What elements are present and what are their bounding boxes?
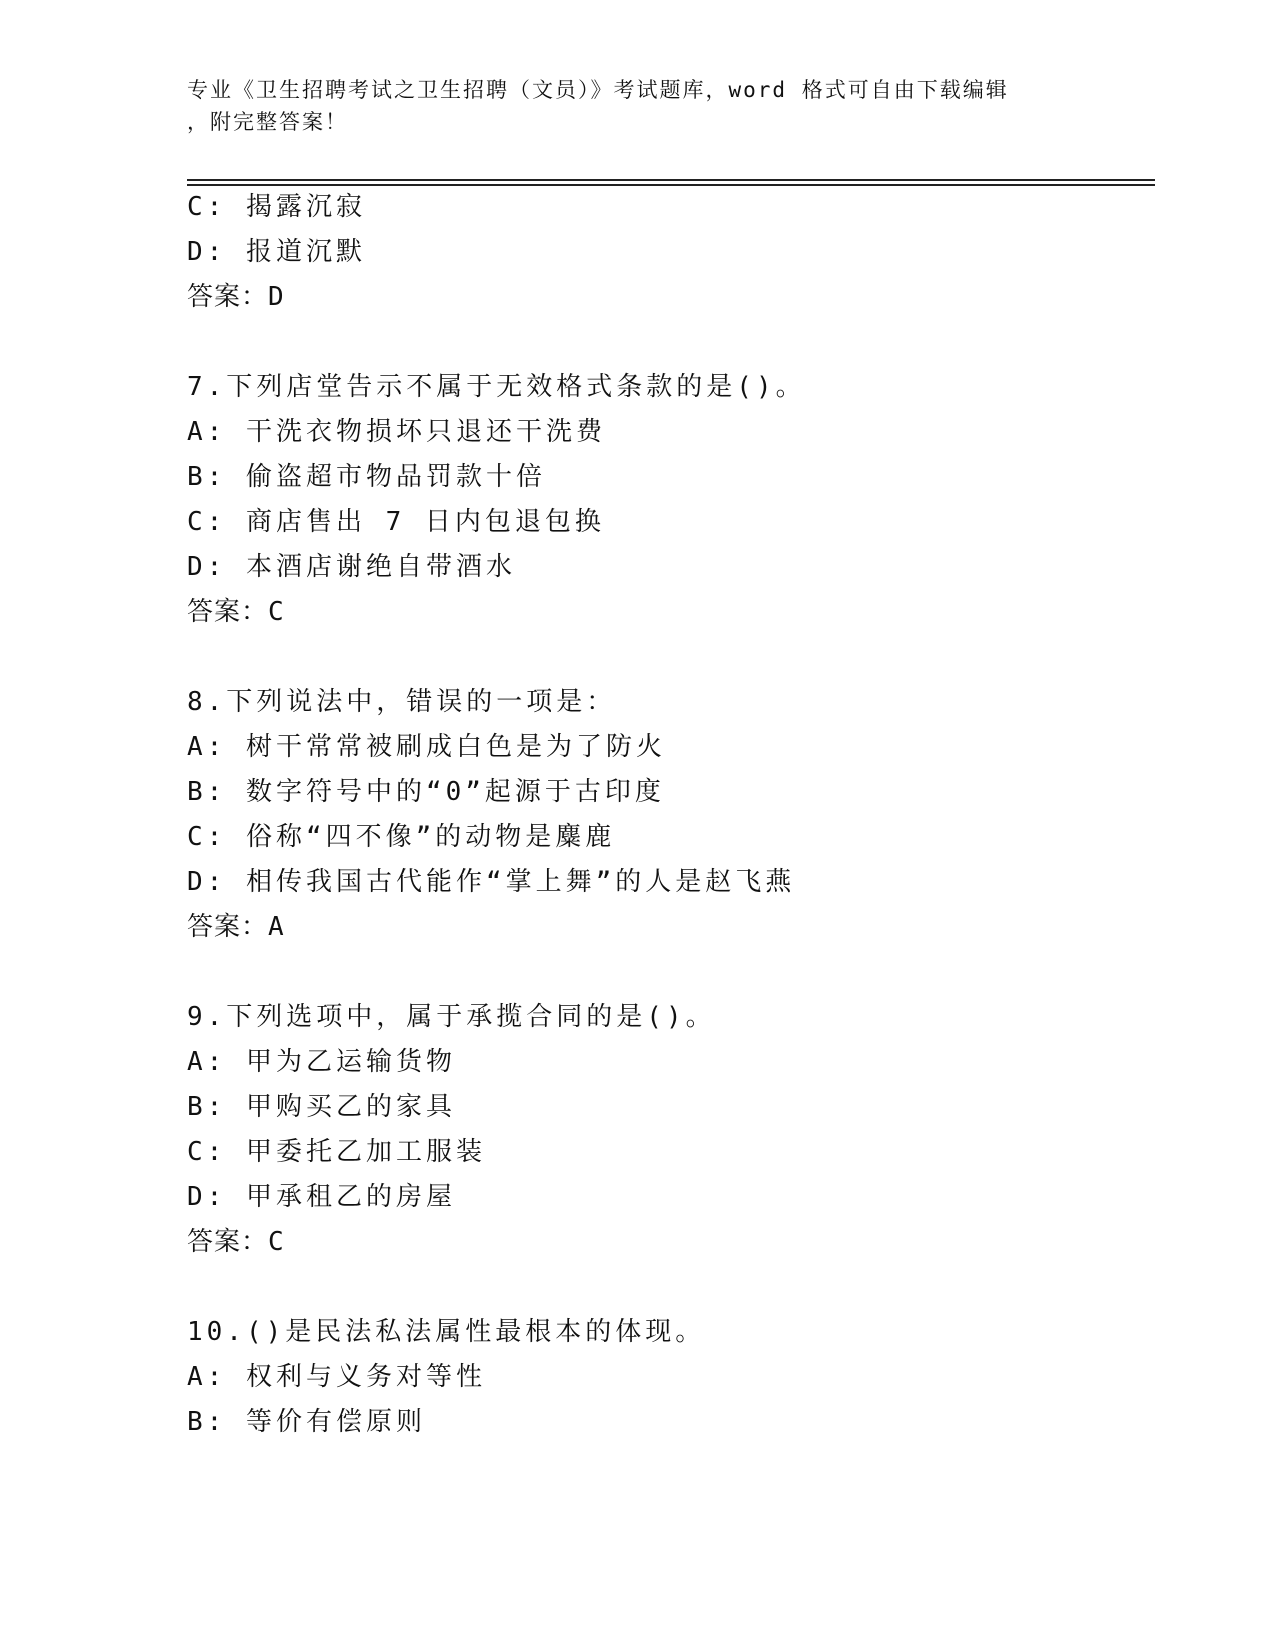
answer-value: D: [268, 282, 285, 312]
question-text: 9.下列选项中，属于承揽合同的是()。: [187, 1002, 716, 1032]
answer-line: [187, 595, 1155, 629]
option-d: D: 甲承租乙的房屋: [187, 1182, 456, 1212]
option-c: C: 甲委托乙加工服装: [187, 1137, 486, 1167]
question-text: 10.()是民法私法属性最根本的体现。: [187, 1317, 706, 1347]
answer-label: 答案：: [187, 282, 269, 312]
header-divider-bottom: [187, 184, 1155, 186]
option-b: B: 甲购买乙的家具: [187, 1092, 456, 1122]
header-divider-top: [187, 179, 1155, 181]
answer-label: 答案：: [187, 597, 269, 627]
question-text: 8.下列说法中，错误的一项是：: [187, 687, 617, 717]
option-c: C: 商店售出 7 日内包退包换: [187, 507, 605, 537]
answer-value: C: [268, 1227, 285, 1257]
question-text: 7.下列店堂告示不属于无效格式条款的是()。: [187, 372, 806, 402]
option-d: D: 相传我国古代能作“掌上舞”的人是赵飞燕: [187, 867, 796, 897]
question-block-10: [187, 1315, 1155, 1439]
option-a: A: 权利与义务对等性: [187, 1362, 486, 1392]
answer-label: 答案：: [187, 1227, 269, 1257]
question-block-6: [187, 190, 1155, 314]
answer-value: A: [268, 912, 285, 942]
question-block-7: [187, 370, 1155, 629]
question-block-9: [187, 1000, 1155, 1259]
question-block-8: [187, 685, 1155, 944]
document-header: [187, 74, 1087, 138]
option-d: D: 本酒店谢绝自带酒水: [187, 552, 516, 582]
option-d: D: 报道沉默: [187, 237, 366, 267]
answer-line: [187, 910, 1155, 944]
option-a: A: 甲为乙运输货物: [187, 1047, 456, 1077]
answer-line: [187, 280, 1155, 314]
option-b: B: 等价有偿原则: [187, 1407, 426, 1437]
option-c: C: 俗称“四不像”的动物是麋鹿: [187, 822, 616, 852]
option-c: C: 揭露沉寂: [187, 192, 366, 222]
option-b: B: 数字符号中的“0”起源于古印度: [187, 777, 665, 807]
answer-label: 答案：: [187, 912, 269, 942]
answer-value: C: [268, 597, 285, 627]
header-line-2: ，附完整答案！: [187, 110, 348, 134]
question-list: [187, 190, 1155, 1450]
header-line-1: 专业《卫生招聘考试之卫生招聘（文员）》考试题库，word 格式可自由下载编辑: [187, 78, 1009, 102]
answer-line: [187, 1225, 1155, 1259]
option-a: A: 干洗衣物损坏只退还干洗费: [187, 417, 606, 447]
option-a: A: 树干常常被刷成白色是为了防火: [187, 732, 666, 762]
option-b: B: 偷盗超市物品罚款十倍: [187, 462, 546, 492]
